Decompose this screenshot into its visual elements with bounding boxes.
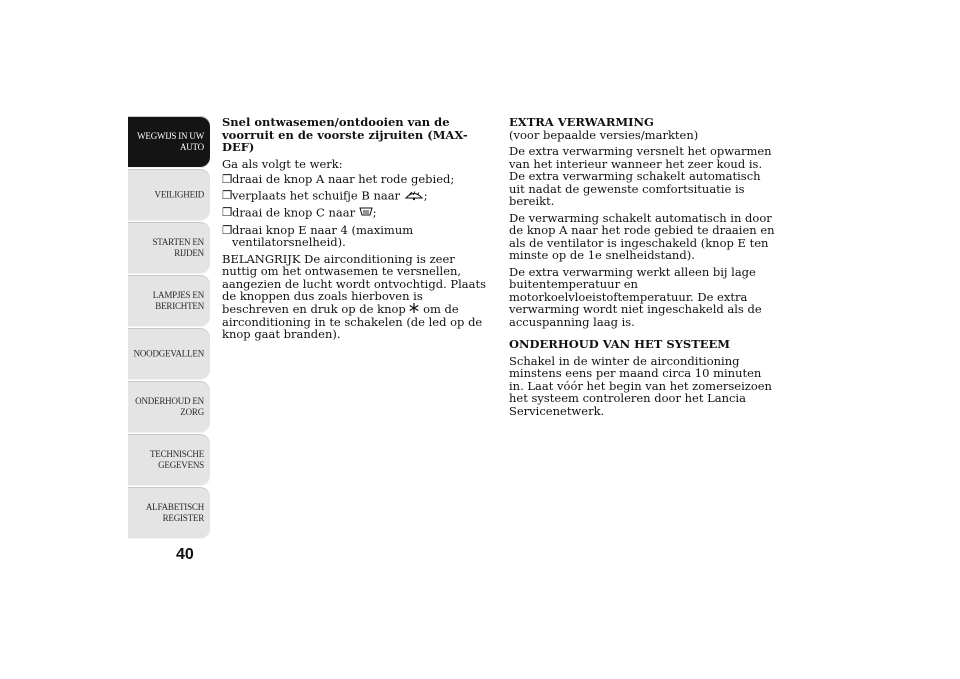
list-item bbox=[222, 224, 490, 249]
section-heading-max-def: Snel ontwasemen/ontdooien van de voorruit en de voorste zijruiten (MAX-DEF) bbox=[222, 115, 468, 154]
important-text: BELANGRIJK De airconditioning is zeer nuttig om het ontwasemen te versnellen, aangezien de lucht wordt ontvochtigd. Plaats de knoppen dus zoals hierboven is beschreven en druk op de knop bbox=[222, 251, 487, 316]
tab-label: TECHNISCHE GEGEVENS bbox=[150, 449, 204, 470]
tab-label: STARTEN EN RIJDEN bbox=[152, 237, 204, 258]
list-item-text-end: ; bbox=[372, 205, 377, 220]
tab-lampjes-en-berichten[interactable] bbox=[128, 275, 210, 327]
section-subheading: (voor bepaalde versies/markten) bbox=[509, 127, 699, 142]
list-item-text: draai knop E naar 4 (maximum ventilatorsnelheid). bbox=[232, 222, 414, 249]
section-heading-onderhoud: ONDERHOUD VAN HET SYSTEEM bbox=[509, 337, 731, 351]
intro-text: Ga als volgt te werk: bbox=[222, 156, 343, 171]
list-item-text-end: ; bbox=[423, 187, 428, 202]
paragraph: De extra verwarming versnelt het opwarmen van het interieur wanneer het zeer koud is. De extra verwarming schakelt automatisch uit nadat de gewenste comfortsituatie is bereikt. bbox=[509, 144, 772, 208]
checkbox-bullet-icon: ❒ bbox=[222, 172, 233, 186]
tab-wegwijs-in-uw-auto[interactable] bbox=[128, 116, 210, 168]
paragraph: De verwarming schakelt automatisch in door de knop A naar het rode gebied te draaien en als de ventilator is ingeschakeld (knop E ten minste op de 1e snelheidstand). bbox=[509, 210, 775, 262]
tab-label: ONDERHOUD EN ZORG bbox=[135, 396, 204, 417]
list-item-text: draai de knop C naar bbox=[232, 205, 356, 220]
tab-label: ALFABETISCH REGISTER bbox=[145, 502, 204, 523]
left-column bbox=[222, 116, 490, 341]
important-note bbox=[222, 253, 490, 341]
tab-label: WEGWIJS IN UW AUTO bbox=[137, 131, 204, 152]
list-item-text: verplaats het schuifje B naar bbox=[232, 187, 401, 202]
tab-onderhoud-en-zorg[interactable] bbox=[128, 381, 210, 433]
tab-label: NOODGEVALLEN bbox=[133, 348, 204, 359]
defrost-icon bbox=[359, 206, 373, 221]
checkbox-bullet-icon: ❒ bbox=[222, 187, 233, 202]
page-number: 40 bbox=[176, 546, 194, 563]
instruction-list bbox=[222, 173, 490, 249]
tab-alfabetisch-register[interactable] bbox=[128, 487, 210, 539]
list-item bbox=[222, 173, 490, 186]
checkbox-bullet-icon: ❒ bbox=[222, 222, 233, 237]
list-item bbox=[222, 189, 490, 204]
section-heading-extra-verwarming: EXTRA VERWARMING bbox=[509, 115, 654, 129]
tab-label: LAMPJES EN BERICHTEN bbox=[152, 290, 204, 311]
tab-starten-en-rijden[interactable] bbox=[128, 222, 210, 274]
windscreen-airflow-icon bbox=[404, 189, 424, 204]
paragraph: Schakel in de winter de airconditioning minstens eens per maand circa 10 minuten in. Laat vóór het begin van het zomerseizoen het systeem controleren door het Lancia Servicenetwerk. bbox=[509, 353, 772, 418]
tab-label: VEILIGHEID bbox=[154, 189, 204, 200]
right-column bbox=[509, 116, 777, 417]
list-item bbox=[222, 206, 490, 221]
list-item-text: draai de knop A naar het rode gebied; bbox=[232, 172, 455, 186]
tab-veiligheid[interactable] bbox=[128, 169, 210, 221]
important-text-end: om de airconditioning in te schakelen (de led op de knop gaat branden). bbox=[222, 301, 483, 342]
paragraph: De extra verwarming werkt alleen bij lage buitentemperatuur en motorkoelvloeistoftemperatuur. De extra verwarming wordt niet ingeschakeld als de accuspanning laag is. bbox=[509, 264, 762, 329]
tab-technische-gegevens[interactable] bbox=[128, 434, 210, 486]
tab-noodgevallen[interactable] bbox=[128, 328, 210, 380]
chapter-tabs bbox=[128, 116, 210, 540]
checkbox-bullet-icon: ❒ bbox=[222, 205, 233, 219]
